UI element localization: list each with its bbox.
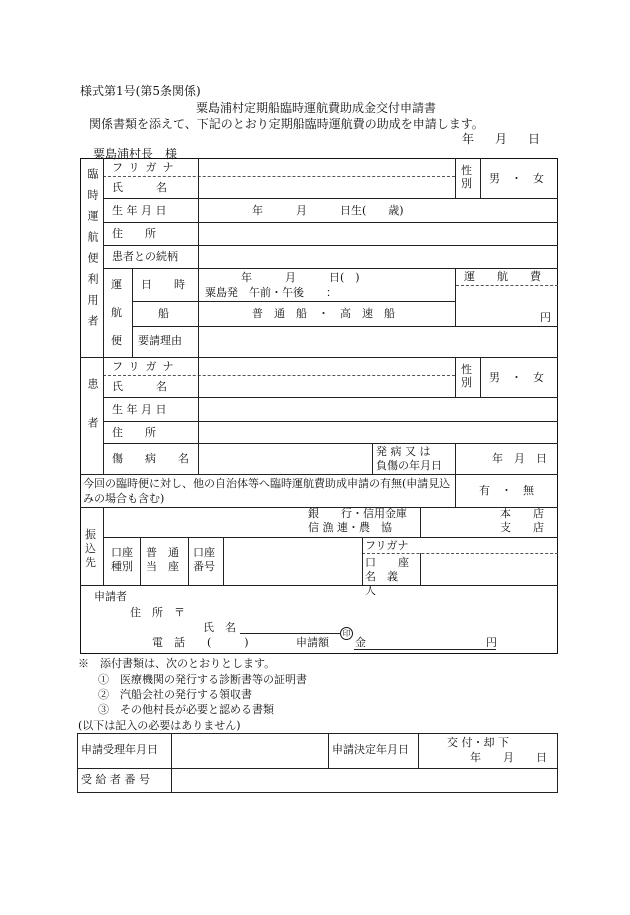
patient-birth-label: 生 年 月 日: [112, 403, 167, 416]
attachment-item: ③ その他村長が必要と認める書類: [98, 703, 274, 716]
reason-label: 要請理由: [138, 334, 182, 347]
voyage-date-value[interactable]: 年 月 日( ): [241, 271, 360, 284]
user-furigana-label: フリガナ: [112, 161, 180, 174]
addressee: 粟島浦村長 様: [93, 147, 178, 161]
attachments-heading: ※ 添付書類は、次のとおりとします。: [78, 657, 276, 670]
other-subsidy-options[interactable]: 有 ・ 無: [479, 484, 534, 497]
onset-label-line2: 負傷の年月日: [376, 459, 442, 472]
attachment-item: ② 汽船会社の発行する領収書: [98, 688, 252, 701]
branch-main[interactable]: 本 店: [500, 507, 544, 520]
decision-date-label: 申請決定年月日: [332, 743, 409, 756]
ship-label: 船: [158, 307, 169, 320]
seal-mark: 印: [340, 621, 353, 640]
voyage-group-label: 運航便: [111, 278, 122, 347]
fare-label: 運 航 費: [464, 270, 541, 283]
user-gender-options[interactable]: 男 ・ 女: [489, 172, 544, 185]
user-name-label: 氏 名: [112, 181, 167, 194]
patient-address-label: 住 所: [112, 426, 156, 439]
applicant-name[interactable]: 氏 名: [203, 621, 236, 634]
user-birth-value[interactable]: 年 月 日生( 歳): [252, 204, 404, 217]
grant-date-value[interactable]: 年 月 日: [470, 751, 547, 764]
account-type-label: 口座種別: [111, 546, 133, 573]
office-use-note: (以下は記入の必要はありません): [78, 719, 241, 732]
user-address-label: 住 所: [112, 227, 156, 240]
branch-sub[interactable]: 支 店: [500, 521, 544, 534]
onset-label-line1: 発 病 又 は: [376, 445, 431, 458]
applicant-phone[interactable]: 電 話 ( ): [152, 636, 249, 649]
date-year: 年: [462, 132, 475, 146]
fare-unit: 円: [540, 311, 551, 324]
amount-prefix: 金: [355, 636, 366, 649]
onset-date-value[interactable]: 年 月 日: [492, 452, 547, 465]
user-birth-label: 生 年 月 日: [112, 204, 167, 217]
bank-types-line2[interactable]: 信 漁 連・農 協: [308, 521, 392, 534]
patient-furigana-label: フリガナ: [112, 360, 180, 373]
illness-label: 傷 病 名: [112, 452, 189, 465]
attachment-item: ① 医療機関の発行する診断書等の証明書: [98, 673, 307, 686]
account-type-options[interactable]: 普 通当 座: [146, 546, 179, 573]
user-gender-label: 性別: [461, 164, 472, 190]
relation-label: 患者との続柄: [112, 250, 178, 263]
intro-text: 関係書類を添えて、下記のとおり定期船臨時運航費の助成を申請します。: [89, 117, 484, 131]
user-section-label: 臨時運航便利用者: [86, 168, 99, 336]
account-number-label: 口座番号: [193, 546, 215, 573]
form-title: 粟島浦村定期船臨時運航費助成金交付申請書: [196, 101, 437, 115]
voyage-datetime-label: 日 時: [141, 278, 185, 291]
amount-unit: 円: [486, 636, 497, 649]
ship-type-options[interactable]: 普 通 船 ・ 高 速 船: [252, 307, 395, 320]
patient-section-label: 患者: [86, 378, 99, 456]
patient-gender-options[interactable]: 男 ・ 女: [489, 371, 544, 384]
patient-gender-label: 性別: [461, 363, 472, 389]
account-holder-label: 口 座名 義 人: [365, 556, 409, 597]
grant-reject-label: 交 付・却 下: [447, 736, 509, 749]
recipient-number-label: 受 給 者 番 号: [81, 773, 150, 786]
date-day: 日: [528, 132, 541, 146]
other-subsidy-question: 今回の臨時便に対し、他の自治体等へ臨時運航費助成申請の有無(申請見込みの場合も含む): [83, 477, 451, 505]
voyage-departure-value[interactable]: 粟島発 午前・午後 ：: [205, 286, 337, 299]
bank-types-line1[interactable]: 銀 行・信用金庫: [308, 507, 407, 520]
form-number: 様式第1号(第5条関係): [80, 84, 201, 98]
applicant-address[interactable]: 住 所 〒: [130, 606, 185, 619]
bank-section-label: 振込先: [85, 528, 96, 569]
patient-name-label: 氏 名: [112, 380, 167, 393]
amount-label: 申請額: [296, 636, 329, 649]
date-month: 月: [495, 132, 508, 146]
receipt-date-label: 申請受理年月日: [81, 743, 158, 756]
holder-furigana-label: フリガナ: [365, 539, 409, 552]
applicant-label: 申請者: [94, 590, 127, 603]
